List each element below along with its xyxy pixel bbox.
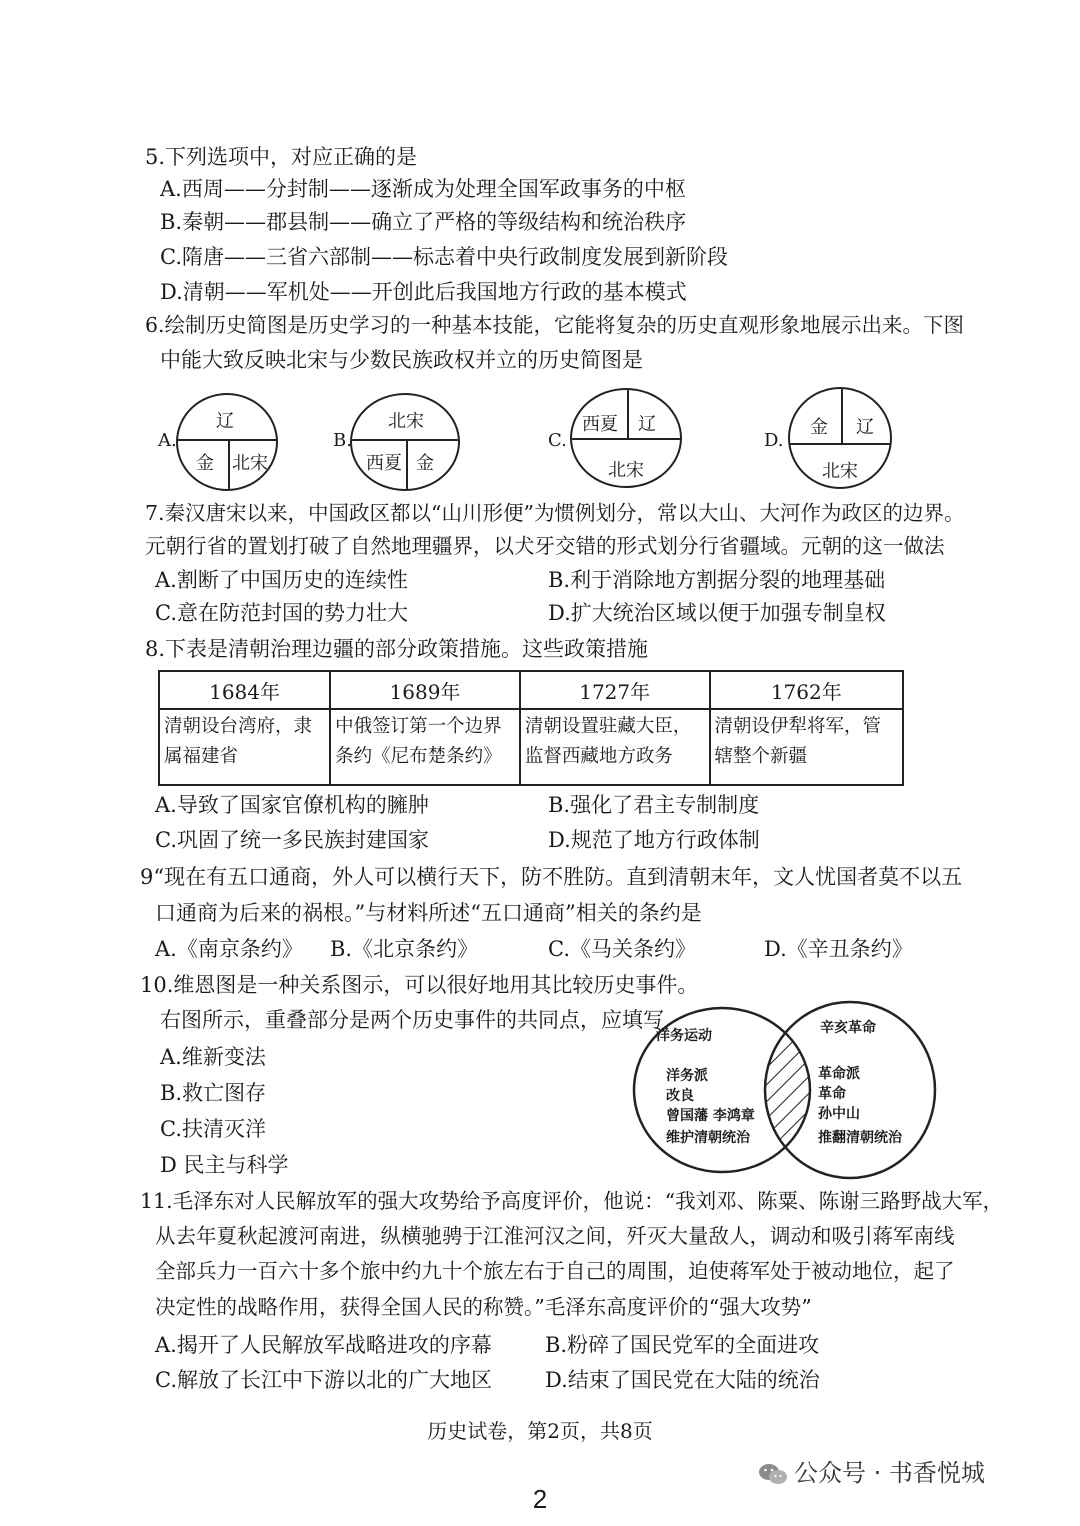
q6-c-top-right: 辽 — [638, 414, 656, 435]
q6-c-bottom: 北宋 — [608, 460, 644, 481]
q8-header-1684: 1684年 — [159, 671, 330, 709]
q8-option-d: D.规范了地方行政体制 — [548, 828, 760, 852]
q9-stem-line1: 9“现在有五口通商，外人可以横行天下，防不胜防。直到清朝末年，文人忧国者莫不以五 — [140, 865, 963, 889]
q10-venn-left-title: 洋务运动 — [656, 1028, 712, 1044]
q11-option-d: D.结束了国民党在大陆的统治 — [545, 1368, 820, 1392]
q6-stem-line1: 6.绘制历史简图是历史学习的一种基本技能，它能将复杂的历史直观形象地展示出来。下图 — [145, 313, 965, 337]
q10-option-a: A.维新变法 — [160, 1045, 266, 1069]
page-number: 2 — [532, 1484, 548, 1514]
q10-stem-line2: 右图所示，重叠部分是两个历史事件的共同点，应填写 — [160, 1008, 664, 1032]
q10-option-d: D 民主与科学 — [160, 1153, 289, 1177]
q10-option-c: C.扶清灭洋 — [160, 1117, 266, 1141]
q8-cell-1689: 中俄签订第一个边界条约《尼布楚条约》 — [330, 709, 520, 785]
q11-stem-line2: 从去年夏秋起渡河南进，纵横驰骋于江淮河汉之间，歼灭大量敌人，调动和吸引蒋军南线 — [155, 1224, 955, 1248]
q7-stem-line1: 7.秦汉唐宋以来，中国政区都以“山川形便”为惯例划分，常以大山、大河作为政区的边界。 — [145, 501, 965, 525]
q10-venn-right-item: 推翻清朝统治 — [818, 1130, 902, 1146]
q10-venn-right-item: 孙中山 — [818, 1106, 860, 1122]
q8-policy-table — [158, 670, 904, 786]
q11-stem-line1: 11.毛泽东对人民解放军的强大攻势给予高度评价，他说：“我刘邓、陈粟、陈谢三路野战大军， — [140, 1189, 1004, 1213]
q6-option-c-letter: C. — [548, 430, 567, 451]
q10-venn-left-item: 洋务派 — [666, 1068, 708, 1084]
q6-option-b-letter: B. — [333, 430, 352, 451]
q7-option-b: B.利于消除地方割据分裂的地理基础 — [548, 568, 886, 592]
q6-diagram-b — [350, 393, 460, 491]
q10-venn-right-item: 革命 — [818, 1086, 846, 1102]
q6-c-top-left: 西夏 — [582, 414, 618, 435]
page-info-footer: 历史试卷，第2页，共8页 — [427, 1419, 653, 1443]
q10-stem-line1: 10.维恩图是一种关系图示，可以很好地用其比较历史事件。 — [140, 973, 699, 997]
q8-option-b: B.强化了君主专制制度 — [548, 793, 760, 817]
q6-option-d-letter: D. — [764, 430, 784, 451]
q10-venn-right-title: 辛亥革命 — [820, 1020, 876, 1036]
q10-venn-diagram — [630, 1000, 940, 1190]
q5-option-c: C.隋唐——三省六部制——标志着中央行政制度发展到新阶段 — [160, 245, 728, 269]
q11-option-c: C.解放了长江中下游以北的广大地区 — [155, 1368, 492, 1392]
watermark-text: 公众号 · 书香悦城 — [794, 1459, 985, 1487]
q10-venn-left-item: 改良 — [666, 1088, 694, 1104]
q9-stem-line2: 口通商为后来的祸根。”与材料所述“五口通商”相关的条约是 — [155, 901, 702, 925]
q7-option-d: D.扩大统治区域以便于加强专制皇权 — [548, 601, 886, 625]
q11-option-b: B.粉碎了国民党军的全面进攻 — [545, 1333, 820, 1357]
q8-cell-1684: 清朝设台湾府，隶属福建省 — [159, 709, 330, 785]
q6-d-bottom: 北宋 — [822, 461, 858, 482]
q8-option-c: C.巩固了统一多民族封建国家 — [155, 828, 429, 852]
q11-stem-line3: 全部兵力一百六十多个旅中约九十个旅左右于自己的周围，迫使蒋军处于被动地位，起了 — [155, 1259, 955, 1283]
q5-option-d: D.清朝——军机处——开创此后我国地方行政的基本模式 — [160, 280, 687, 304]
q6-option-a-letter: A. — [158, 430, 177, 451]
q9-option-a: A.《南京条约》 — [155, 937, 303, 961]
q8-header-1689: 1689年 — [330, 671, 520, 709]
q6-b-bottom-right: 金 — [416, 453, 434, 474]
q6-stem-line2: 中能大致反映北宋与少数民族政权并立的历史简图是 — [160, 348, 643, 372]
q5-stem: 5.下列选项中，对应正确的是 — [145, 145, 418, 169]
q5-option-a: A.西周——分封制——逐渐成为处理全国军政事务的中枢 — [160, 177, 686, 201]
q8-header-1727: 1727年 — [520, 671, 710, 709]
q11-stem-line4: 决定性的战略作用，获得全国人民的称赞。”毛泽东高度评价的“强大攻势” — [155, 1295, 812, 1319]
q11-option-a: A.揭开了人民解放军战略进攻的序幕 — [155, 1333, 492, 1357]
q9-option-b: B.《北京条约》 — [330, 937, 479, 961]
q9-option-d: D.《辛丑条约》 — [764, 937, 913, 961]
q8-header-1762: 1762年 — [710, 671, 903, 709]
q6-d-top-left: 金 — [810, 417, 828, 438]
q7-option-c: C.意在防范封国的势力壮大 — [155, 601, 408, 625]
q6-a-top: 辽 — [216, 411, 234, 432]
q6-a-bottom-right: 北宋 — [232, 453, 268, 474]
q7-option-a: A.割断了中国历史的连续性 — [155, 568, 408, 592]
q7-stem-line2: 元朝行省的置划打破了自然地理疆界，以犬牙交错的形式划分行省疆域。元朝的这一做法 — [145, 534, 945, 558]
q10-venn-right-item: 革命派 — [818, 1066, 860, 1082]
q8-cell-1727: 清朝设置驻藏大臣，监督西藏地方政务 — [520, 709, 710, 785]
wechat-icon — [758, 1462, 788, 1486]
q6-diagram-a — [176, 393, 278, 491]
q6-b-top: 北宋 — [388, 411, 424, 432]
q8-option-a: A.导致了国家官僚机构的臃肿 — [155, 793, 429, 817]
q8-table-row — [159, 709, 903, 785]
q6-a-bottom-left: 金 — [196, 453, 214, 474]
q8-table-header-row — [159, 671, 903, 709]
q10-option-b: B.救亡图存 — [160, 1081, 267, 1105]
q10-venn-left-item: 曾国藩 李鸿章 — [666, 1108, 755, 1124]
q5-option-b: B.秦朝——郡县制——确立了严格的等级结构和统治秩序 — [160, 210, 687, 234]
q6-diagram-c — [570, 388, 682, 488]
q10-venn-left-item: 维护清朝统治 — [666, 1130, 750, 1146]
q6-d-top-right: 辽 — [856, 417, 874, 438]
q8-cell-1762: 清朝设伊犁将军，管辖整个新疆 — [710, 709, 903, 785]
q6-b-bottom-left: 西夏 — [366, 453, 402, 474]
q9-option-c: C.《马关条约》 — [548, 937, 696, 961]
q6-diagram-d — [788, 387, 892, 489]
q8-stem: 8.下表是清朝治理边疆的部分政策措施。这些政策措施 — [145, 637, 649, 661]
